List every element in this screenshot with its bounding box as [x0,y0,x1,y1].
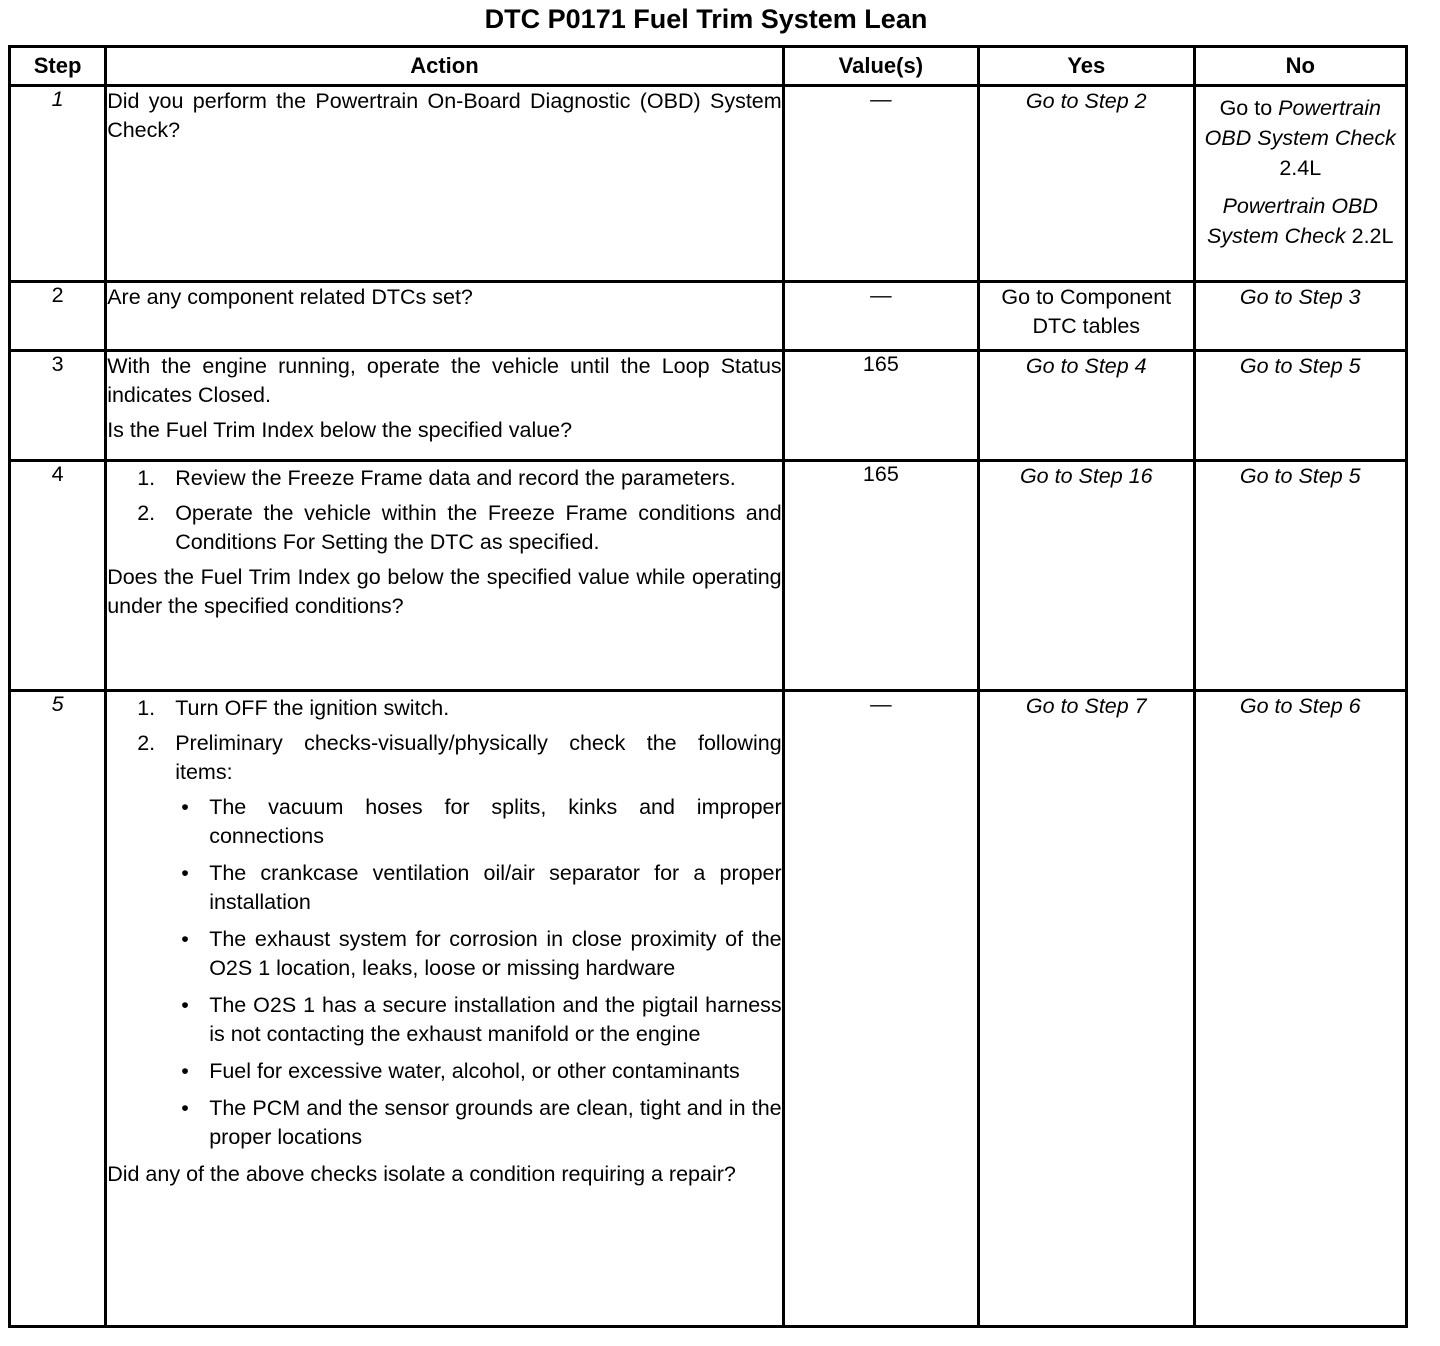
no-prefix: Go to [1219,96,1273,120]
yes-link[interactable]: Go to Step 16 [979,461,1194,691]
bullet-item [107,1057,781,1086]
action-question: Does the Fuel Trim Index go below the specified value while operating under the specified conditions? [107,565,782,618]
bullet-marker: • [181,927,189,951]
header-row [10,47,1407,86]
bullet-text: The vacuum hoses for splits, kinks and improper connections [209,795,782,848]
value-cell: 165 [783,461,978,691]
table-row [10,351,1407,461]
no-engine-24: 2.4L [1279,156,1322,180]
table-row [10,691,1407,1327]
item-number: 1. [137,696,156,720]
step-number: 5 [10,691,106,1327]
item-text: Review the Freeze Frame data and record the parameters. [175,466,736,490]
no-link[interactable]: Go to Step 3 [1194,282,1406,351]
bullet-item [107,793,781,851]
action-text: With the engine running, operate the vehicle until the Loop Status indicates Closed. [107,354,782,407]
item-number: 2. [137,501,156,525]
numbered-item [107,464,781,493]
bullet-text: The PCM and the sensor grounds are clean, tight and in the proper locations [209,1096,782,1149]
bullet-text: The O2S 1 has a secure installation and the pigtail harness is not contacting the exhaust manifold or the engine [209,993,782,1046]
header-no: No [1194,47,1406,86]
item-text: Operate the vehicle within the Freeze Frame conditions and Conditions For Setting the DTC as specified. [175,501,782,554]
bullet-marker: • [181,861,189,885]
numbered-item [107,694,781,723]
no-link[interactable]: Go to Step 5 [1194,351,1406,461]
item-number: 1. [137,466,156,490]
action-cell [106,351,783,461]
header-yes: Yes [979,47,1194,86]
value-cell: 165 [783,351,978,461]
yes-link[interactable]: Go to Component DTC tables [979,282,1194,351]
bullet-item [107,991,781,1049]
action-question: Is the Fuel Trim Index below the specified value? [107,418,573,442]
bullet-item [107,1094,781,1152]
no-cell [1194,86,1406,282]
action-cell [106,282,783,351]
step-number: 2 [10,282,106,351]
numbered-item [107,499,781,557]
action-cell [106,461,783,691]
no-engine-22: 2.2L [1351,224,1394,248]
document-title: DTC P0171 Fuel Trim System Lean [484,4,928,34]
bullet-marker: • [181,993,189,1017]
item-number: 2. [137,731,156,755]
step-number: 3 [10,351,106,461]
step-number: 1 [10,86,106,282]
step-number: 4 [10,461,106,691]
item-text: Preliminary checks-visually/physically check the following items: [175,731,782,784]
table-row [10,461,1407,691]
yes-link[interactable]: Go to Step 2 [979,86,1194,282]
bullet-item [107,925,781,983]
yes-link[interactable]: Go to Step 7 [979,691,1194,1327]
yes-link[interactable]: Go to Step 4 [979,351,1194,461]
bullet-marker: • [181,1096,189,1120]
action-question: Did any of the above checks isolate a condition requiring a repair? [107,1162,736,1186]
item-text: Turn OFF the ignition switch. [175,696,450,720]
no-link[interactable]: Go to Step 6 [1194,691,1406,1327]
no-link-24[interactable]: Powertrain OBD System Check [1204,96,1396,150]
bullet-item [107,859,781,917]
action-text: Did you perform the Powertrain On-Board Diagnostic (OBD) System Check? [107,89,782,142]
bullet-marker: • [181,795,189,819]
header-value: Value(s) [783,47,978,86]
header-action: Action [106,47,783,86]
bullet-text: Fuel for excessive water, alcohol, or other contaminants [209,1059,740,1083]
value-cell: — [783,86,978,282]
action-cell [106,86,783,282]
bullet-text: The exhaust system for corrosion in close proximity of the O2S 1 location, leaks, loose or missing hardware [209,927,782,980]
numbered-item [107,729,781,787]
value-cell: — [783,282,978,351]
bullet-text: The crankcase ventilation oil/air separator for a proper installation [209,861,782,914]
header-step: Step [10,47,106,86]
diagnostic-table [8,45,1408,1328]
no-link-22[interactable]: Powertrain OBD System Check [1207,194,1378,248]
no-link[interactable]: Go to Step 5 [1194,461,1406,691]
table-row [10,282,1407,351]
action-text: Are any component related DTCs set? [107,285,473,309]
table-row [10,86,1407,282]
value-cell: — [783,691,978,1327]
action-cell [106,691,783,1327]
bullet-marker: • [181,1059,189,1083]
